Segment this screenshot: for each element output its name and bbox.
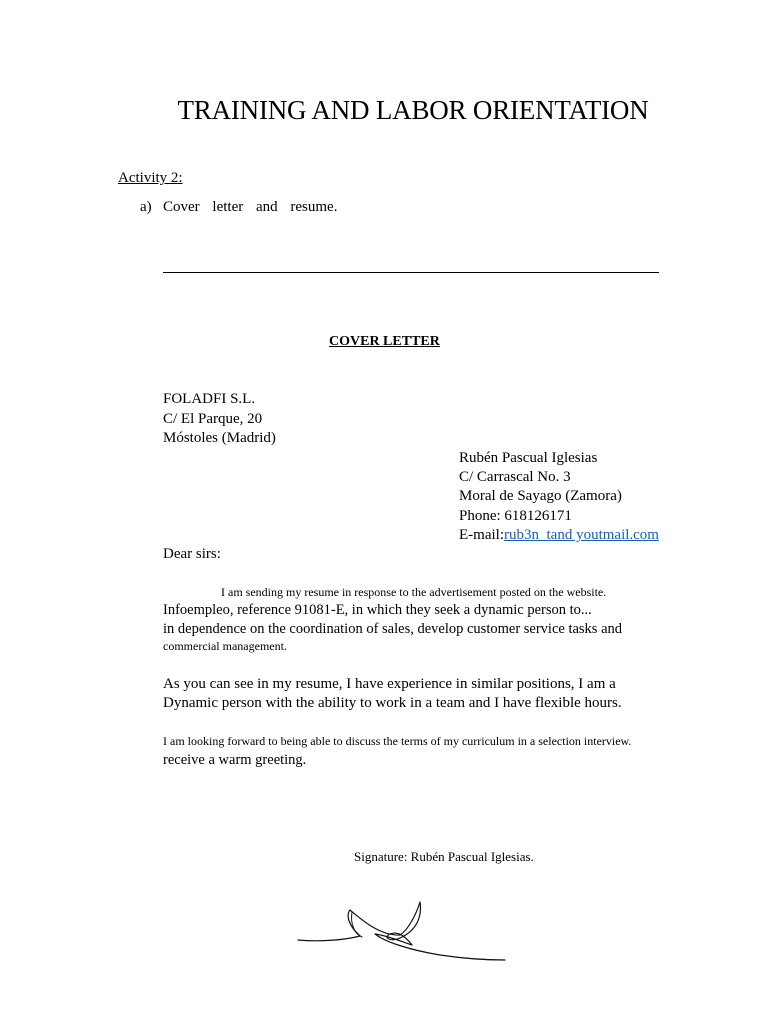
sender-email-link[interactable]: rub3n_tand youtmail.com — [504, 527, 659, 543]
horizontal-rule — [163, 272, 659, 273]
sender-phone: Phone: 618126171 — [459, 508, 572, 524]
recipient-street: C/ El Parque, 20 — [163, 411, 263, 427]
sender-name: Rubén Pascual Iglesias — [459, 450, 598, 466]
section-heading: COVER LETTER — [329, 334, 440, 349]
sender-city: Moral de Sayago (Zamora) — [459, 488, 622, 504]
recipient-company: FOLADFI S.L. — [163, 391, 256, 407]
sender-street: C/ Carrascal No. 3 — [459, 469, 571, 485]
signature-label: Signature: Rubén Pascual Iglesias. — [354, 849, 534, 864]
document-title: TRAINING AND LABOR ORIENTATION — [177, 95, 649, 125]
list-item-text: Cover letter and resume. — [163, 199, 338, 215]
paragraph-1-line-2: Infoempleo, reference 91081-E, in which they seek a dynamic person to... — [163, 602, 592, 618]
activity-label: Activity 2: — [118, 170, 183, 186]
paragraph-1-line-4: commercial management. — [163, 639, 287, 653]
paragraph-3-line-1: I am looking forward to being able to discuss the terms of my curriculum in a selection interview. — [163, 734, 632, 748]
handwritten-signature — [290, 890, 520, 970]
paragraph-2-line-2: Dynamic person with the ability to work in a team and I have flexible hours. — [163, 695, 622, 711]
recipient-city: Móstoles (Madrid) — [163, 430, 276, 446]
list-item-marker: a) — [140, 199, 152, 215]
paragraph-1-line-1: I am sending my resume in response to the advertisement posted on the website. — [221, 585, 607, 599]
paragraph-3-line-2: receive a warm greeting. — [163, 752, 307, 768]
letter-greeting: Dear sirs: — [163, 546, 221, 562]
sender-email-label: E-mail: — [459, 527, 504, 543]
paragraph-1-line-3: in dependence on the coordination of sales, develop customer service tasks and — [163, 621, 623, 637]
paragraph-2-line-1: As you can see in my resume, I have experience in similar positions, I am a — [163, 676, 616, 692]
sender-email — [459, 527, 659, 544]
